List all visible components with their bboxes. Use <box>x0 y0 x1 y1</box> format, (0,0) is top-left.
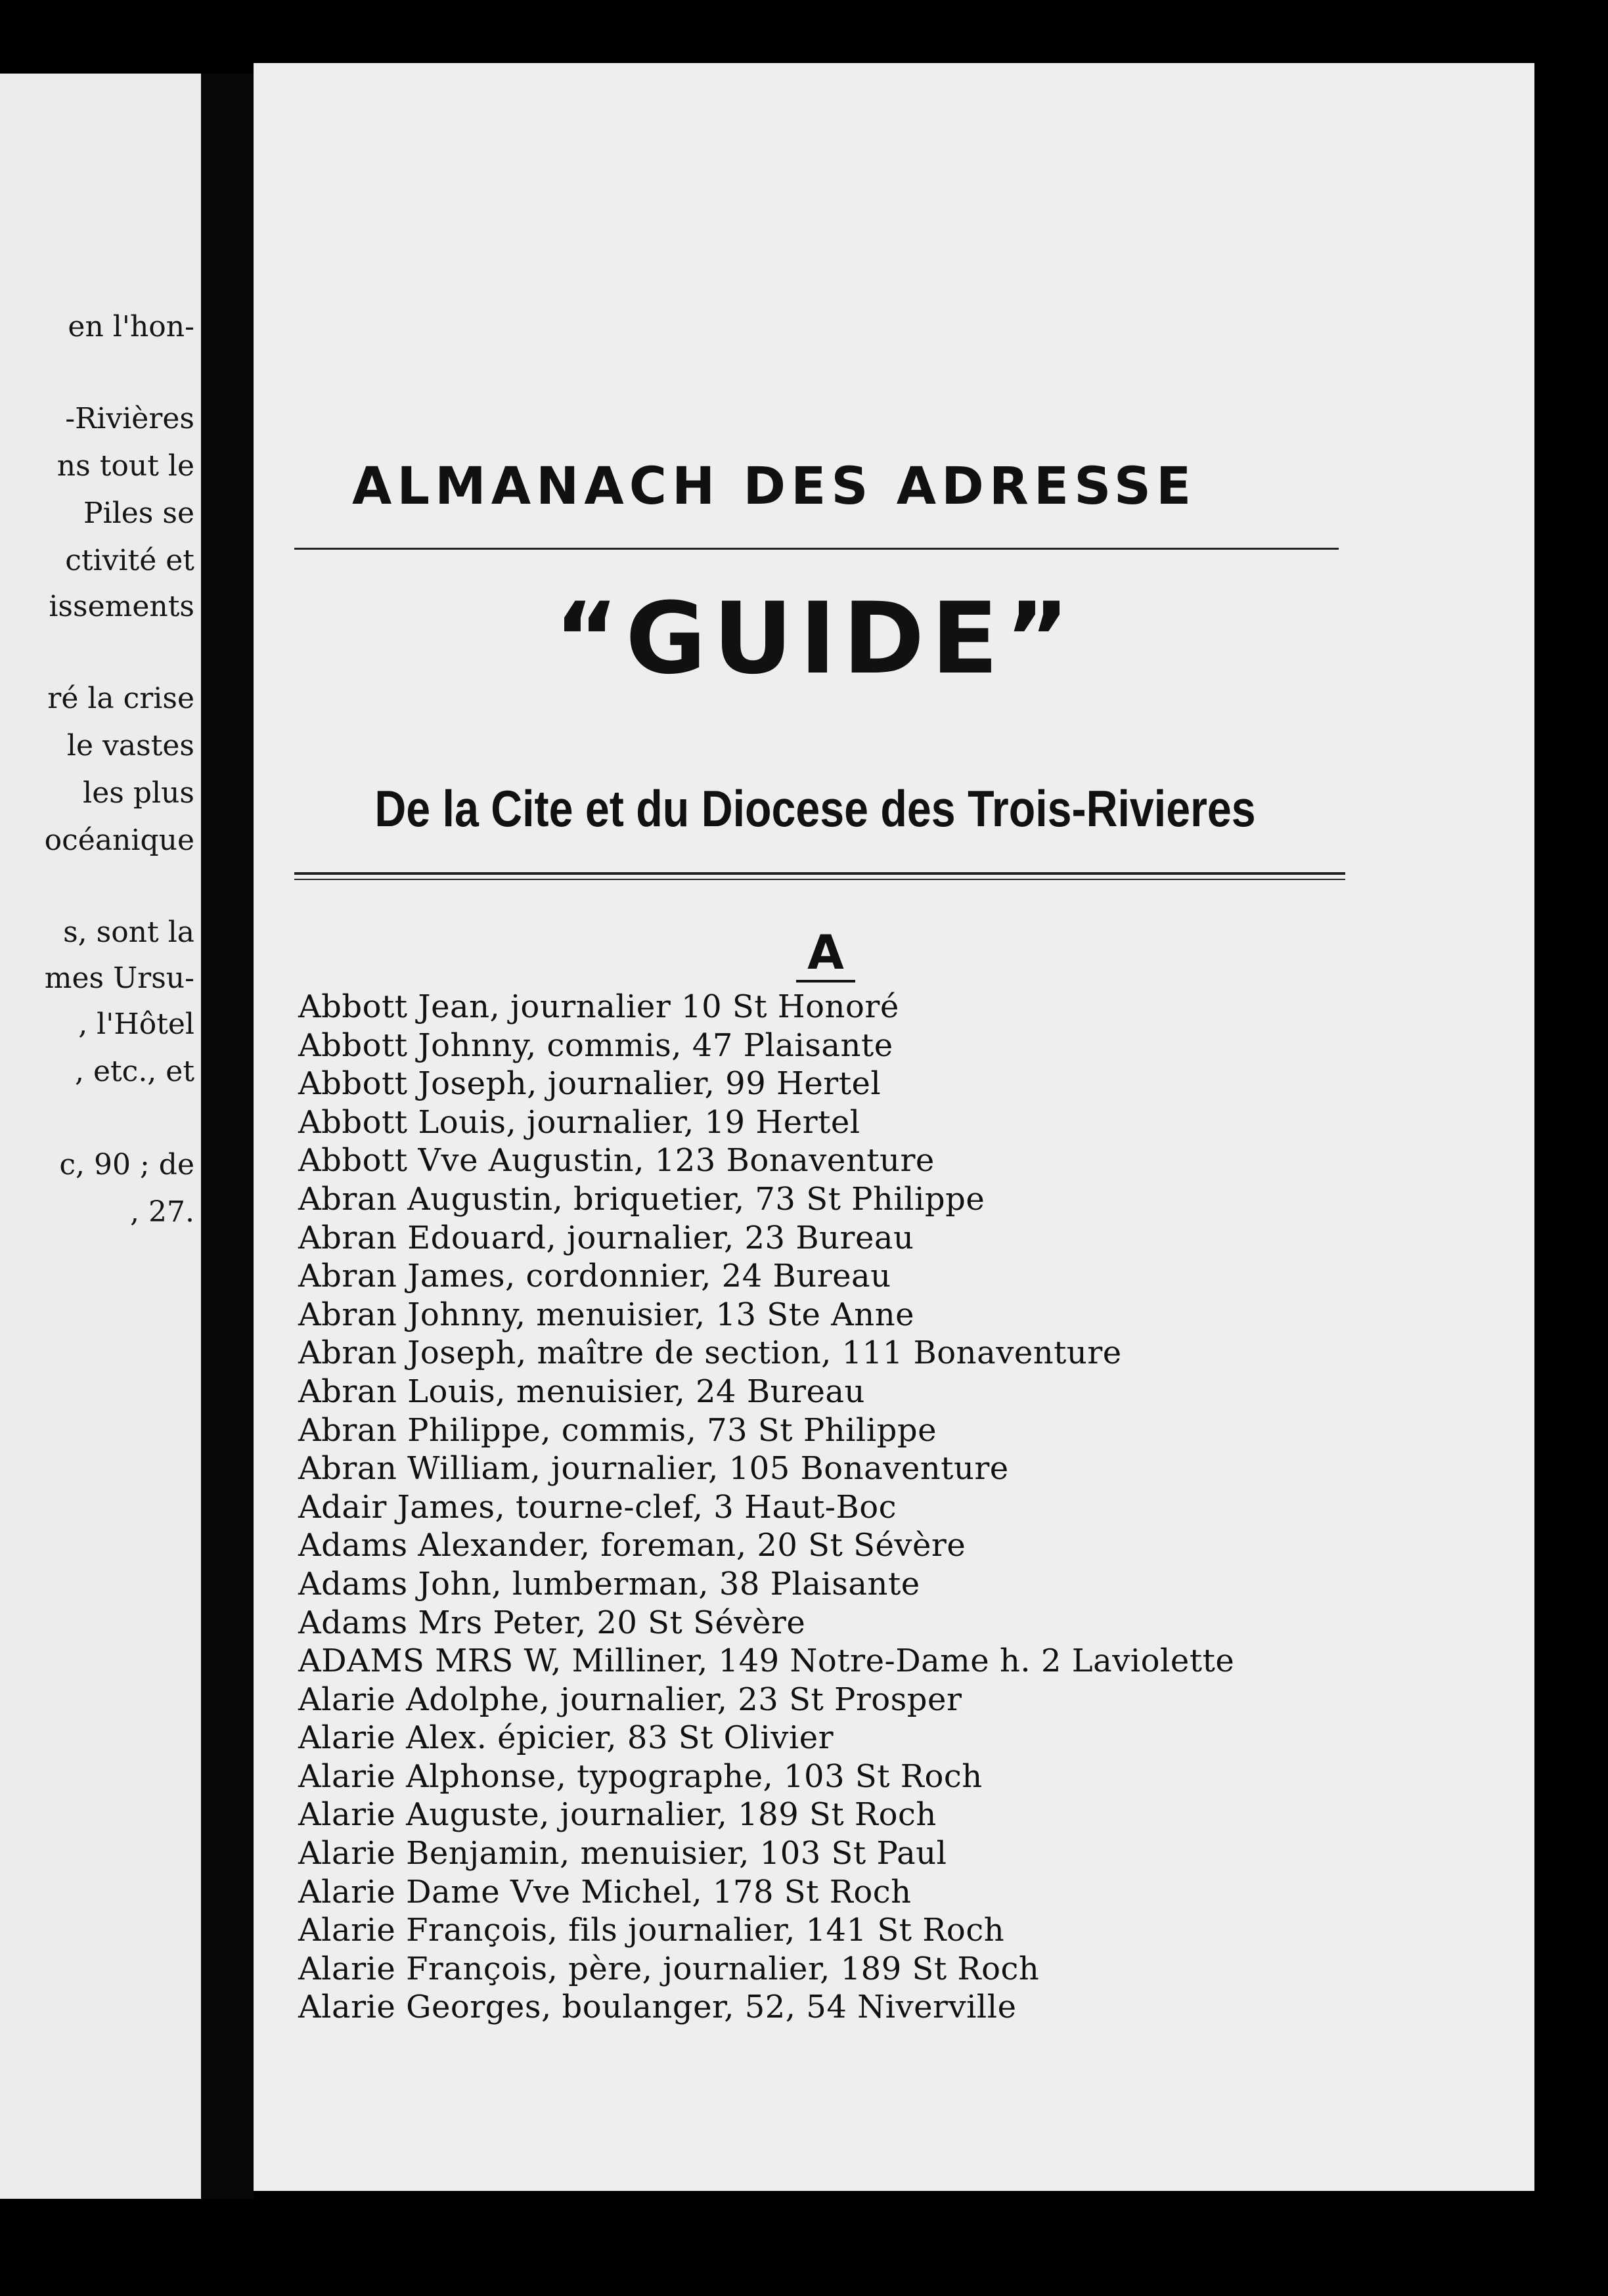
address-entry: Abran Augustin, briquetier, 73 St Philippe <box>298 1180 985 1218</box>
address-entry: Abbott Louis, journalier, 19 Hertel <box>298 1103 860 1141</box>
double-rule <box>294 872 1345 880</box>
address-entry: Alarie Alex. épicier, 83 St Olivier <box>298 1719 834 1757</box>
address-entry: Alarie François, père, journalier, 189 St Roch <box>298 1950 1040 1987</box>
address-entry: Abran William, journalier, 105 Bonaventure <box>298 1450 1009 1488</box>
left-page-line: ré la crise <box>47 682 194 715</box>
left-page-line: s, sont la <box>63 916 194 949</box>
address-entry: Alarie Georges, boulanger, 52, 54 Niverville <box>298 1989 1017 2026</box>
address-list <box>298 988 1527 2027</box>
left-page-line: en l'hon- <box>68 310 194 343</box>
left-page-line: , etc., et <box>74 1055 194 1088</box>
address-entry: Alarie Auguste, journalier, 189 St Roch <box>298 1796 937 1834</box>
address-entry: Adams Alexander, foreman, 20 St Sévère <box>298 1527 966 1564</box>
address-entry: Abbott Vve Augustin, 123 Bonaventure <box>298 1142 935 1180</box>
address-entry: Abran Philippe, commis, 73 St Philippe <box>298 1411 937 1449</box>
left-page-line: océanique <box>44 824 194 857</box>
left-page-line: mes Ursu- <box>44 961 194 995</box>
address-entry: Abbott Joseph, journalier, 99 Hertel <box>298 1065 882 1103</box>
address-entry: Abran Edouard, journalier, 23 Bureau <box>298 1219 914 1256</box>
address-entry: Alarie Alphonse, typographe, 103 St Roch <box>298 1757 983 1795</box>
address-entry: Alarie François, fils journalier, 141 St Roch <box>298 1912 1005 1949</box>
left-facing-page <box>0 74 201 2199</box>
page-subtitle: De la Cite et du Diocese des Trois-Rivieres <box>374 780 1256 837</box>
left-page-line: Piles se <box>83 497 194 530</box>
section-letter: A <box>790 925 862 980</box>
address-entry: Alarie Adolphe, journalier, 23 St Prosper <box>298 1681 962 1718</box>
address-entry: Abran Louis, menuisier, 24 Bureau <box>298 1373 865 1410</box>
address-entry: ADAMS MRS W, Milliner, 149 Notre-Dame h. 2 Laviolette <box>298 1643 1235 1680</box>
address-entry: Alarie Dame Vve Michel, 178 St Roch <box>298 1873 912 1910</box>
address-entry: Abran Johnny, menuisier, 13 Ste Anne <box>298 1296 915 1333</box>
left-page-line: , 27. <box>130 1195 194 1229</box>
left-page-line: ctivité et <box>65 544 194 577</box>
left-page-line: les plus <box>83 776 194 810</box>
address-entry: Abbott Johnny, commis, 47 Plaisante <box>298 1027 893 1064</box>
title-rule <box>294 548 1339 550</box>
almanach-title: ALMANACH DES ADRESSE <box>352 457 1197 516</box>
left-page-line: le vastes <box>66 729 194 762</box>
book-gutter <box>201 74 254 2199</box>
address-entry: Adams Mrs Peter, 20 St Sévère <box>298 1604 806 1641</box>
address-entry: Abran James, cordonnier, 24 Bureau <box>298 1258 891 1295</box>
address-entry: Alarie Benjamin, menuisier, 103 St Paul <box>298 1835 947 1872</box>
address-entry: Abran Joseph, maître de section, 111 Bonaventure <box>298 1335 1122 1372</box>
left-page-line: issements <box>49 590 194 623</box>
address-entry: Adams John, lumberman, 38 Plaisante <box>298 1565 920 1602</box>
address-entry: Abbott Jean, journalier 10 St Honoré <box>298 988 899 1025</box>
guide-title: “GUIDE” <box>554 582 1077 696</box>
left-page-line: c, 90 ; de <box>59 1148 194 1181</box>
left-page-line: , l'Hôtel <box>78 1007 194 1041</box>
directory-page <box>254 63 1534 2191</box>
address-entry: Adair James, tourne-clef, 3 Haut-Boc <box>298 1488 897 1526</box>
left-page-line: ns tout le <box>56 449 194 483</box>
left-page-line: -Rivières <box>65 402 194 435</box>
